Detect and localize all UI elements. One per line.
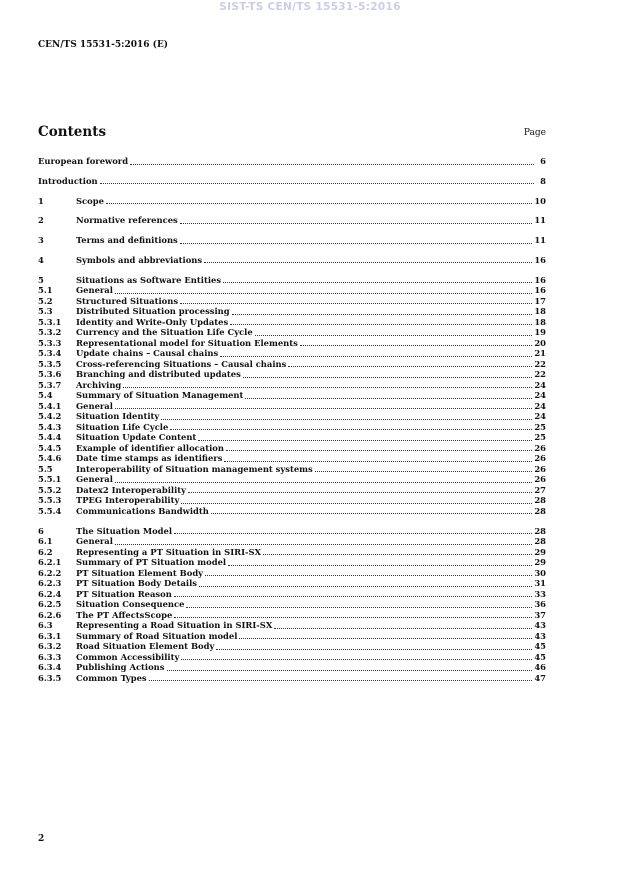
toc-entry-number: 6.3.5 — [38, 672, 62, 683]
dot-leader — [255, 325, 533, 336]
toc-entry-page: 24 — [534, 379, 546, 390]
toc-entry-title: European foreword — [38, 156, 129, 166]
dot-leader — [180, 233, 533, 244]
toc-entry-number: 5.5.1 — [38, 474, 62, 485]
toc-entry-number: 5.3.2 — [38, 327, 62, 338]
toc-entry-page: 17 — [534, 295, 546, 306]
toc-entry-page: 33 — [534, 588, 546, 599]
toc-entry-page: 26 — [534, 453, 546, 464]
toc-entry-page: 18 — [534, 316, 546, 327]
dot-leader — [224, 451, 532, 462]
toc-entry-number: 6.2.4 — [38, 588, 62, 599]
toc-entry-title: Update chains – Causal chains — [76, 348, 219, 359]
toc-entry-number: 5.4 — [38, 390, 53, 401]
toc-entry-title: Date time stamps as identifiers — [76, 453, 223, 464]
toc-entry-title: Communications Bandwidth — [76, 505, 209, 516]
toc-entry-number: 5.3.6 — [38, 369, 62, 380]
toc-entry-page: 28 — [534, 505, 546, 516]
dot-leader — [300, 335, 533, 346]
dot-leader — [188, 482, 532, 493]
toc-entry-number: 6.3.4 — [38, 662, 62, 673]
toc-entry-title: Terms and definitions — [76, 235, 178, 246]
toc-entry-title: General — [76, 285, 113, 296]
toc-entry[interactable] — [38, 255, 546, 266]
toc-entry-title: Situations as Software Entities — [76, 274, 222, 285]
toc-entry-number: 2 — [38, 215, 44, 226]
table-of-contents — [38, 156, 546, 683]
toc-entry[interactable] — [38, 506, 546, 517]
toc-entry-page: 28 — [534, 536, 546, 547]
toc-entry-page: 24 — [534, 400, 546, 411]
toc-entry-title: Normative references — [76, 215, 178, 226]
toc-entry-page: 25 — [534, 432, 546, 443]
toc-entry-title: General — [76, 536, 113, 547]
toc-entry-page: 22 — [534, 369, 546, 380]
toc-entry-title: Summary of Situation Management — [76, 390, 244, 401]
toc-entry-page: 16 — [534, 285, 546, 296]
dot-leader — [263, 544, 532, 555]
dot-leader — [115, 534, 532, 545]
toc-entry-number: 5.5.2 — [38, 484, 62, 495]
toc-entry-number: 6.2.2 — [38, 567, 62, 578]
toc-entry-page: 10 — [534, 195, 546, 206]
footer-page-number: 2 — [38, 834, 45, 844]
toc-entry-page: 36 — [534, 599, 546, 610]
toc-entry-title: Currency and the Situation Life Cycle — [76, 327, 253, 338]
dot-leader — [239, 628, 532, 639]
toc-entry-number: 4 — [38, 254, 44, 265]
dot-leader — [170, 419, 532, 430]
toc-entry-number: 6.3.2 — [38, 641, 62, 652]
toc-entry-title: Branching and distributed updates — [76, 369, 241, 380]
toc-entry[interactable] — [38, 176, 546, 187]
toc-entry-page: 18 — [534, 306, 546, 317]
toc-entry-number: 6.2 — [38, 546, 53, 557]
toc-entry-title: The Situation Model — [76, 525, 173, 536]
toc-entry-title: Example of identifier allocation — [76, 442, 224, 453]
toc-entry-number: 5.3.5 — [38, 358, 62, 369]
toc-entry-title: Interoperability of Situation management systems — [76, 463, 313, 474]
toc-entry-number: 5.4.4 — [38, 432, 62, 443]
toc-entry-number: 5.3.4 — [38, 348, 62, 359]
toc-entry-number: 5.4.6 — [38, 453, 62, 464]
toc-entry-number: 5.3.7 — [38, 379, 62, 390]
toc-entry-page: 19 — [534, 327, 546, 338]
toc-entry-number: 6.2.1 — [38, 557, 62, 568]
watermark-text: SIST-TS CEN/TS 15531-5:2016 — [219, 1, 401, 13]
toc-entry[interactable] — [38, 673, 546, 684]
toc-entry[interactable] — [38, 235, 546, 246]
toc-entry-title: Scope — [76, 195, 104, 206]
toc-entry-page: 30 — [534, 567, 546, 578]
toc-entry-number: 5 — [38, 274, 44, 285]
dot-leader — [106, 193, 532, 204]
toc-entry-title: PT Situation Element Body — [76, 567, 204, 578]
toc-entry-page: 45 — [534, 651, 546, 662]
toc-entry-number: 5.3.3 — [38, 337, 62, 348]
toc-entry-title: Identity and Write-Only Updates — [76, 316, 229, 327]
toc-entry-number: 1 — [38, 195, 44, 206]
toc-entry-page: 26 — [534, 442, 546, 453]
toc-entry-title: Situation Life Cycle — [76, 421, 169, 432]
toc-entry-number: 5.5.3 — [38, 495, 62, 506]
toc-entry-page: 22 — [534, 358, 546, 369]
toc-entry-title: Common Accessibility — [76, 651, 180, 662]
toc-entry-page: 26 — [534, 463, 546, 474]
toc-entry-page: 37 — [534, 609, 546, 620]
toc-entry-page: 45 — [534, 641, 546, 652]
toc-entry-title: The PT AffectsScope — [76, 609, 173, 620]
contents-heading: Contents — [38, 124, 107, 140]
toc-entry-title: Symbols and abbreviations — [76, 254, 203, 265]
dot-leader — [243, 367, 533, 378]
toc-entry-page: 20 — [534, 337, 546, 348]
dot-leader — [220, 346, 532, 357]
toc-entry-page: 43 — [534, 620, 546, 631]
dot-leader — [228, 555, 532, 566]
toc-entry-number: 6.2.5 — [38, 599, 62, 610]
toc-entry-page: 47 — [534, 672, 546, 683]
dot-leader — [211, 503, 532, 514]
toc-entry-page: 46 — [534, 662, 546, 673]
toc-entry-number: 6.1 — [38, 536, 53, 547]
toc-entry-title: Representational model for Situation Elements — [76, 337, 298, 348]
toc-entry-number: 5.2 — [38, 295, 53, 306]
dot-leader — [230, 314, 532, 325]
dot-leader — [288, 356, 532, 367]
toc-entry-page: 31 — [534, 578, 546, 589]
dot-leader — [174, 523, 532, 534]
toc-entry-title: Situation Consequence — [76, 599, 185, 610]
toc-entry-page: 24 — [534, 390, 546, 401]
toc-entry-page: 28 — [534, 525, 546, 536]
toc-entry-page: 27 — [534, 484, 546, 495]
toc-entry-page: 16 — [534, 254, 546, 265]
toc-entry-title: Common Types — [76, 672, 147, 683]
dot-leader — [223, 272, 532, 283]
dot-leader — [226, 440, 532, 451]
dot-leader — [245, 388, 532, 399]
dot-leader — [181, 649, 532, 660]
toc-entry-page: 11 — [534, 235, 546, 246]
toc-entry-number: 5.3.1 — [38, 316, 62, 327]
toc-entry-title: Representing a PT Situation in SIRI-SX — [76, 546, 262, 557]
toc-entry-number: 5.3 — [38, 306, 53, 317]
toc-entry-number: 3 — [38, 235, 44, 246]
toc-entry-number: 5.4.3 — [38, 421, 62, 432]
dot-leader — [315, 461, 533, 472]
toc-entry-title: Situation Update Content — [76, 432, 197, 443]
toc-entry-number: 6.3 — [38, 620, 53, 631]
page-column-label: Page — [523, 128, 546, 138]
dot-leader — [181, 493, 532, 504]
toc-entry-page: 8 — [540, 175, 546, 186]
toc-entry-page: 29 — [534, 546, 546, 557]
dot-leader — [232, 304, 533, 315]
dot-leader — [274, 618, 532, 629]
toc-entry-title: Summary of PT Situation model — [76, 557, 227, 568]
toc-entry-page: 25 — [534, 421, 546, 432]
toc-entry-title: General — [76, 400, 113, 411]
toc-entry-number: 6 — [38, 525, 44, 536]
dot-leader — [174, 607, 532, 618]
toc-entry[interactable] — [38, 156, 546, 167]
dot-leader — [186, 597, 532, 608]
toc-entry-number: 6.3.3 — [38, 651, 62, 662]
dot-leader — [149, 670, 533, 681]
toc-entry-number: 6.2.6 — [38, 609, 62, 620]
toc-entry-page: 6 — [540, 156, 546, 166]
dot-leader — [100, 173, 534, 184]
dot-leader — [180, 293, 532, 304]
toc-entry-number: 5.5 — [38, 463, 53, 474]
toc-entry-title: Publishing Actions — [76, 662, 165, 673]
dot-leader — [204, 252, 532, 263]
toc-entry-page: 26 — [534, 474, 546, 485]
toc-entry-page: 24 — [534, 411, 546, 422]
dot-leader — [167, 660, 533, 671]
toc-entry-title: Summary of Road Situation model — [76, 630, 238, 641]
toc-entry-title: General — [76, 474, 113, 485]
toc-entry-number: 6.3.1 — [38, 630, 62, 641]
dot-leader — [205, 565, 532, 576]
dot-leader — [115, 472, 532, 483]
dot-leader — [115, 283, 532, 294]
dot-leader — [115, 398, 532, 409]
document-id-header: CEN/TS 15531-5:2016 (E) — [38, 40, 169, 50]
toc-entry-page: 29 — [534, 557, 546, 568]
toc-entry[interactable] — [38, 196, 546, 207]
toc-entry-title: Structured Situations — [76, 295, 179, 306]
dot-leader — [123, 377, 532, 388]
dot-leader — [198, 430, 532, 441]
toc-entry-number: 5.4.5 — [38, 442, 62, 453]
toc-entry-page: 11 — [534, 215, 546, 226]
toc-entry-title: Archiving — [76, 379, 122, 390]
toc-entry-page: 21 — [534, 348, 546, 359]
toc-entry-number: 6.2.3 — [38, 578, 62, 589]
dot-leader — [180, 213, 533, 224]
toc-entry[interactable] — [38, 215, 546, 226]
toc-entry-title: Introduction — [38, 175, 98, 186]
dot-leader — [161, 409, 532, 420]
toc-entry-title: Distributed Situation processing — [76, 306, 230, 317]
toc-entry-title: Cross-referencing Situations – Causal chains — [76, 358, 287, 369]
toc-entry-number: 5.1 — [38, 285, 53, 296]
toc-entry-page: 16 — [534, 274, 546, 285]
toc-entry-page: 43 — [534, 630, 546, 641]
toc-entry-page: 28 — [534, 495, 546, 506]
dot-leader — [174, 586, 533, 597]
toc-entry-title: PT Situation Body Details — [76, 578, 197, 589]
dot-leader — [199, 576, 532, 587]
dot-leader — [130, 154, 534, 165]
toc-entry-number: 5.4.2 — [38, 411, 62, 422]
toc-entry-title: Situation Identity — [76, 411, 160, 422]
dot-leader — [216, 639, 532, 650]
toc-entry-title: PT Situation Reason — [76, 588, 172, 599]
toc-entry-title: Representing a Road Situation in SIRI-SX — [76, 620, 273, 631]
toc-entry-number: 5.5.4 — [38, 505, 62, 516]
toc-entry-title: TPEG Interoperability — [76, 495, 180, 506]
toc-entry-number: 5.4.1 — [38, 400, 62, 411]
toc-entry-title: Datex2 Interoperability — [76, 484, 186, 495]
toc-entry-title: Road Situation Element Body — [76, 641, 215, 652]
